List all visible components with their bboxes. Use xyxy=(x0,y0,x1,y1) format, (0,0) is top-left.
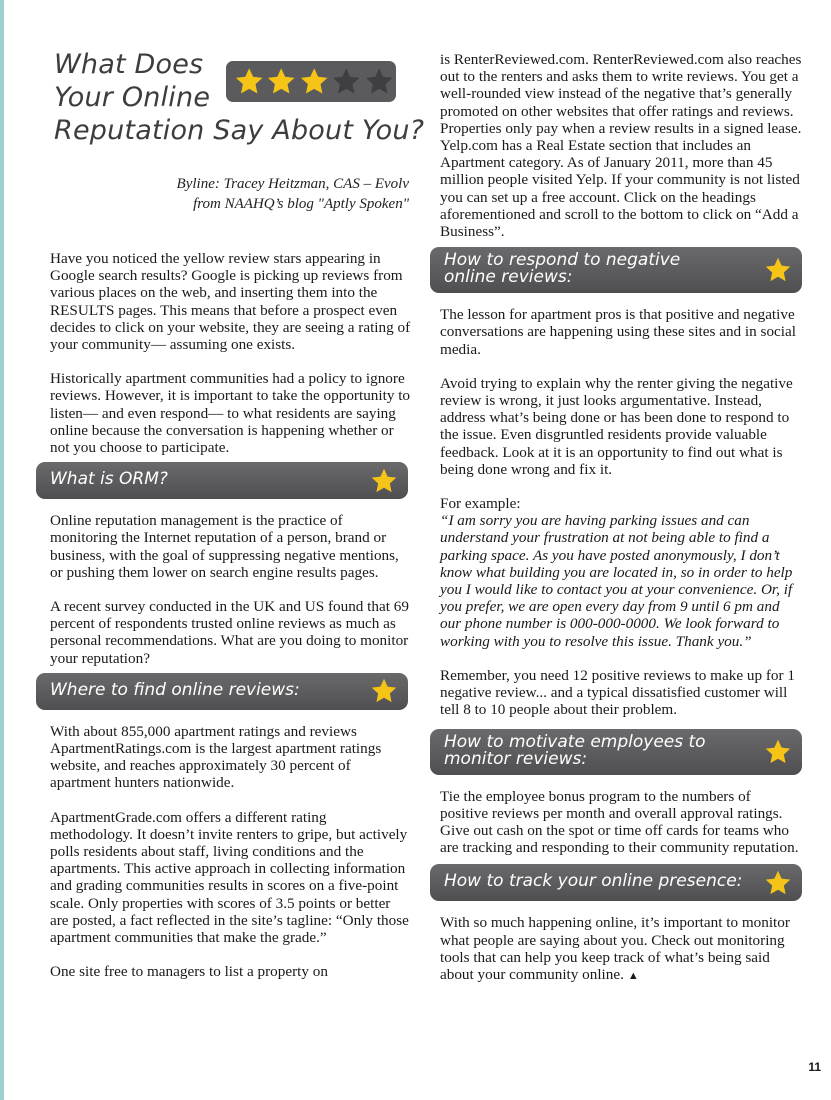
body-paragraph: is RenterReviewed.com. RenterReviewed.com also reaches out to the renters and asks them to write reviews. You get a well-rounded view instead of the negative that’s generally promoted on other websites that offer ratings and reviews. Properties only pay when a review results in a signed lease. Yelp.com has a Real Estate section that includes an Apartment category. As of January 2011, more than 45 million people visited Yelp. If your community is not listed you can set up a free account. Click on the headings aforementioned and scroll to the bottom to click on “Add a Business”. xyxy=(440,51,802,241)
star-icon xyxy=(764,256,792,284)
section-heading-orm xyxy=(36,462,408,499)
section-heading-text: monitor reviews: xyxy=(444,748,588,769)
right-column xyxy=(440,51,802,1002)
section-heading-text: What is ORM? xyxy=(50,469,168,490)
body-paragraph: Tie the employee bonus program to the numbers of positive reviews per month and overall approval ratings. Give out cash on the spot or time off cards for teams who are tracking and responding to their community reputation. xyxy=(440,787,799,857)
section-heading-respond xyxy=(430,247,802,293)
byline-author: Byline: Tracey Heitzman, CAS – Evolv xyxy=(176,176,409,192)
star-icon xyxy=(370,677,398,705)
page-number: 11 xyxy=(808,1060,821,1074)
section-heading-text: Where to find online reviews: xyxy=(50,679,300,700)
empty-star-icon xyxy=(331,66,361,97)
section-heading-motivate xyxy=(430,729,802,775)
section-heading-find-reviews xyxy=(36,673,408,710)
intro-paragraph: Have you noticed the yellow review stars appearing in Google search results? Google is picking up reviews from various places on the web, and inserting them into the RESULTS pages. This means that before a prospect even decides to click on your website, they are seeing a rating of your community— assuming one exists. xyxy=(50,250,411,354)
title-line-3: Reputation Say About You? xyxy=(54,115,425,146)
body-paragraph: With about 855,000 apartment ratings and reviews ApartmentRatings.com is the largest apartment ratings website, and reaches approximately 30 percent of apartment hunters nationwide. xyxy=(50,722,382,792)
byline-source: from NAAHQ’s blog "Aptly Spoken" xyxy=(193,196,409,212)
byline xyxy=(100,174,409,214)
example-quote: “I am sorry you are having parking issues and can understand your frustration at not being able to find a parking space. As you have posted anonymously, I don’t know what building you are located in, so in order to help you I would like to contact you at your convenience. Or, if you prefer, we are open every day from 9 until 6 pm and our phone number is 000-000-0000. We look forward to working with you to resolve this issue. Thank you.” xyxy=(440,512,793,650)
star-icon xyxy=(764,869,792,897)
body-paragraph: The lesson for apartment pros is that positive and negative conversations are happening using these sites and in social media. xyxy=(440,306,796,358)
star-icon xyxy=(764,738,792,766)
page-edge-rule xyxy=(0,0,4,1100)
section-heading-text: How to respond to negative xyxy=(444,250,681,271)
example-label: For example: xyxy=(440,495,521,513)
intro-paragraph: Historically apartment communities had a policy to ignore reviews. However, it is important to take the opportunity to listen— and even respond— to what residents are saying online because the conversation is happening whether or not you choose to participate. xyxy=(50,370,411,457)
section-heading-text: online reviews: xyxy=(444,267,573,288)
empty-star-icon xyxy=(364,66,394,97)
track-paragraph-text: With so much happening online, it’s important to monitor what people are saying about you. Check out monitoring tools that can help you keep track of what’s being said about your community online. xyxy=(440,914,790,983)
end-of-article-icon: ▲ xyxy=(627,969,639,982)
section-heading-text: How to motivate employees to xyxy=(444,731,706,752)
body-paragraph: ApartmentGrade.com offers a different rating methodology. It doesn’t invite renters to gripe, but actively polls residents about staff, living conditions and the apartments. This active approach in collecting information and grading communities results in scores on a five-point scale. Only properties with scores of 3.5 points or better are posted, a fact reflected in the site’s tagline: “Only those apartment communities that make the grade.” xyxy=(50,808,409,947)
title-line-2: Your Online xyxy=(54,82,211,113)
filled-star-icon xyxy=(234,66,264,97)
title-line-1: What Does xyxy=(54,49,204,80)
body-paragraph: Avoid trying to explain why the renter giving the negative review is wrong, it just looks argumentative. Instead, address what’s being done or has been done to respond to the issue. Even disgruntled residents provide valuable feedback. Look at it is an opportunity to find out what is being done wrong and fix it. xyxy=(440,374,793,478)
left-column xyxy=(50,250,412,998)
star-rating xyxy=(226,61,396,102)
body-paragraph xyxy=(440,914,802,985)
filled-star-icon xyxy=(299,66,329,97)
filled-star-icon xyxy=(266,66,296,97)
section-heading-text: How to track your online presence: xyxy=(444,871,743,892)
section-heading-track xyxy=(430,864,802,901)
body-paragraph: Online reputation management is the practice of monitoring the Internet reputation of a person, brand or business, with the goal of suppressing negative mentions, or pushing them lower on search engine results pages. xyxy=(50,512,399,581)
body-paragraph: One site free to managers to list a property on xyxy=(50,963,328,981)
body-paragraph: A recent survey conducted in the UK and US found that 69 percent of respondents trusted online reviews as much as personal recommendations. What are you doing to monitor your reputation? xyxy=(50,598,409,667)
star-icon xyxy=(370,467,398,495)
body-paragraph: Remember, you need 12 positive reviews to make up for 1 negative review... and a typical dissatisfied customer will tell 8 to 10 people about their problem. xyxy=(440,666,795,719)
